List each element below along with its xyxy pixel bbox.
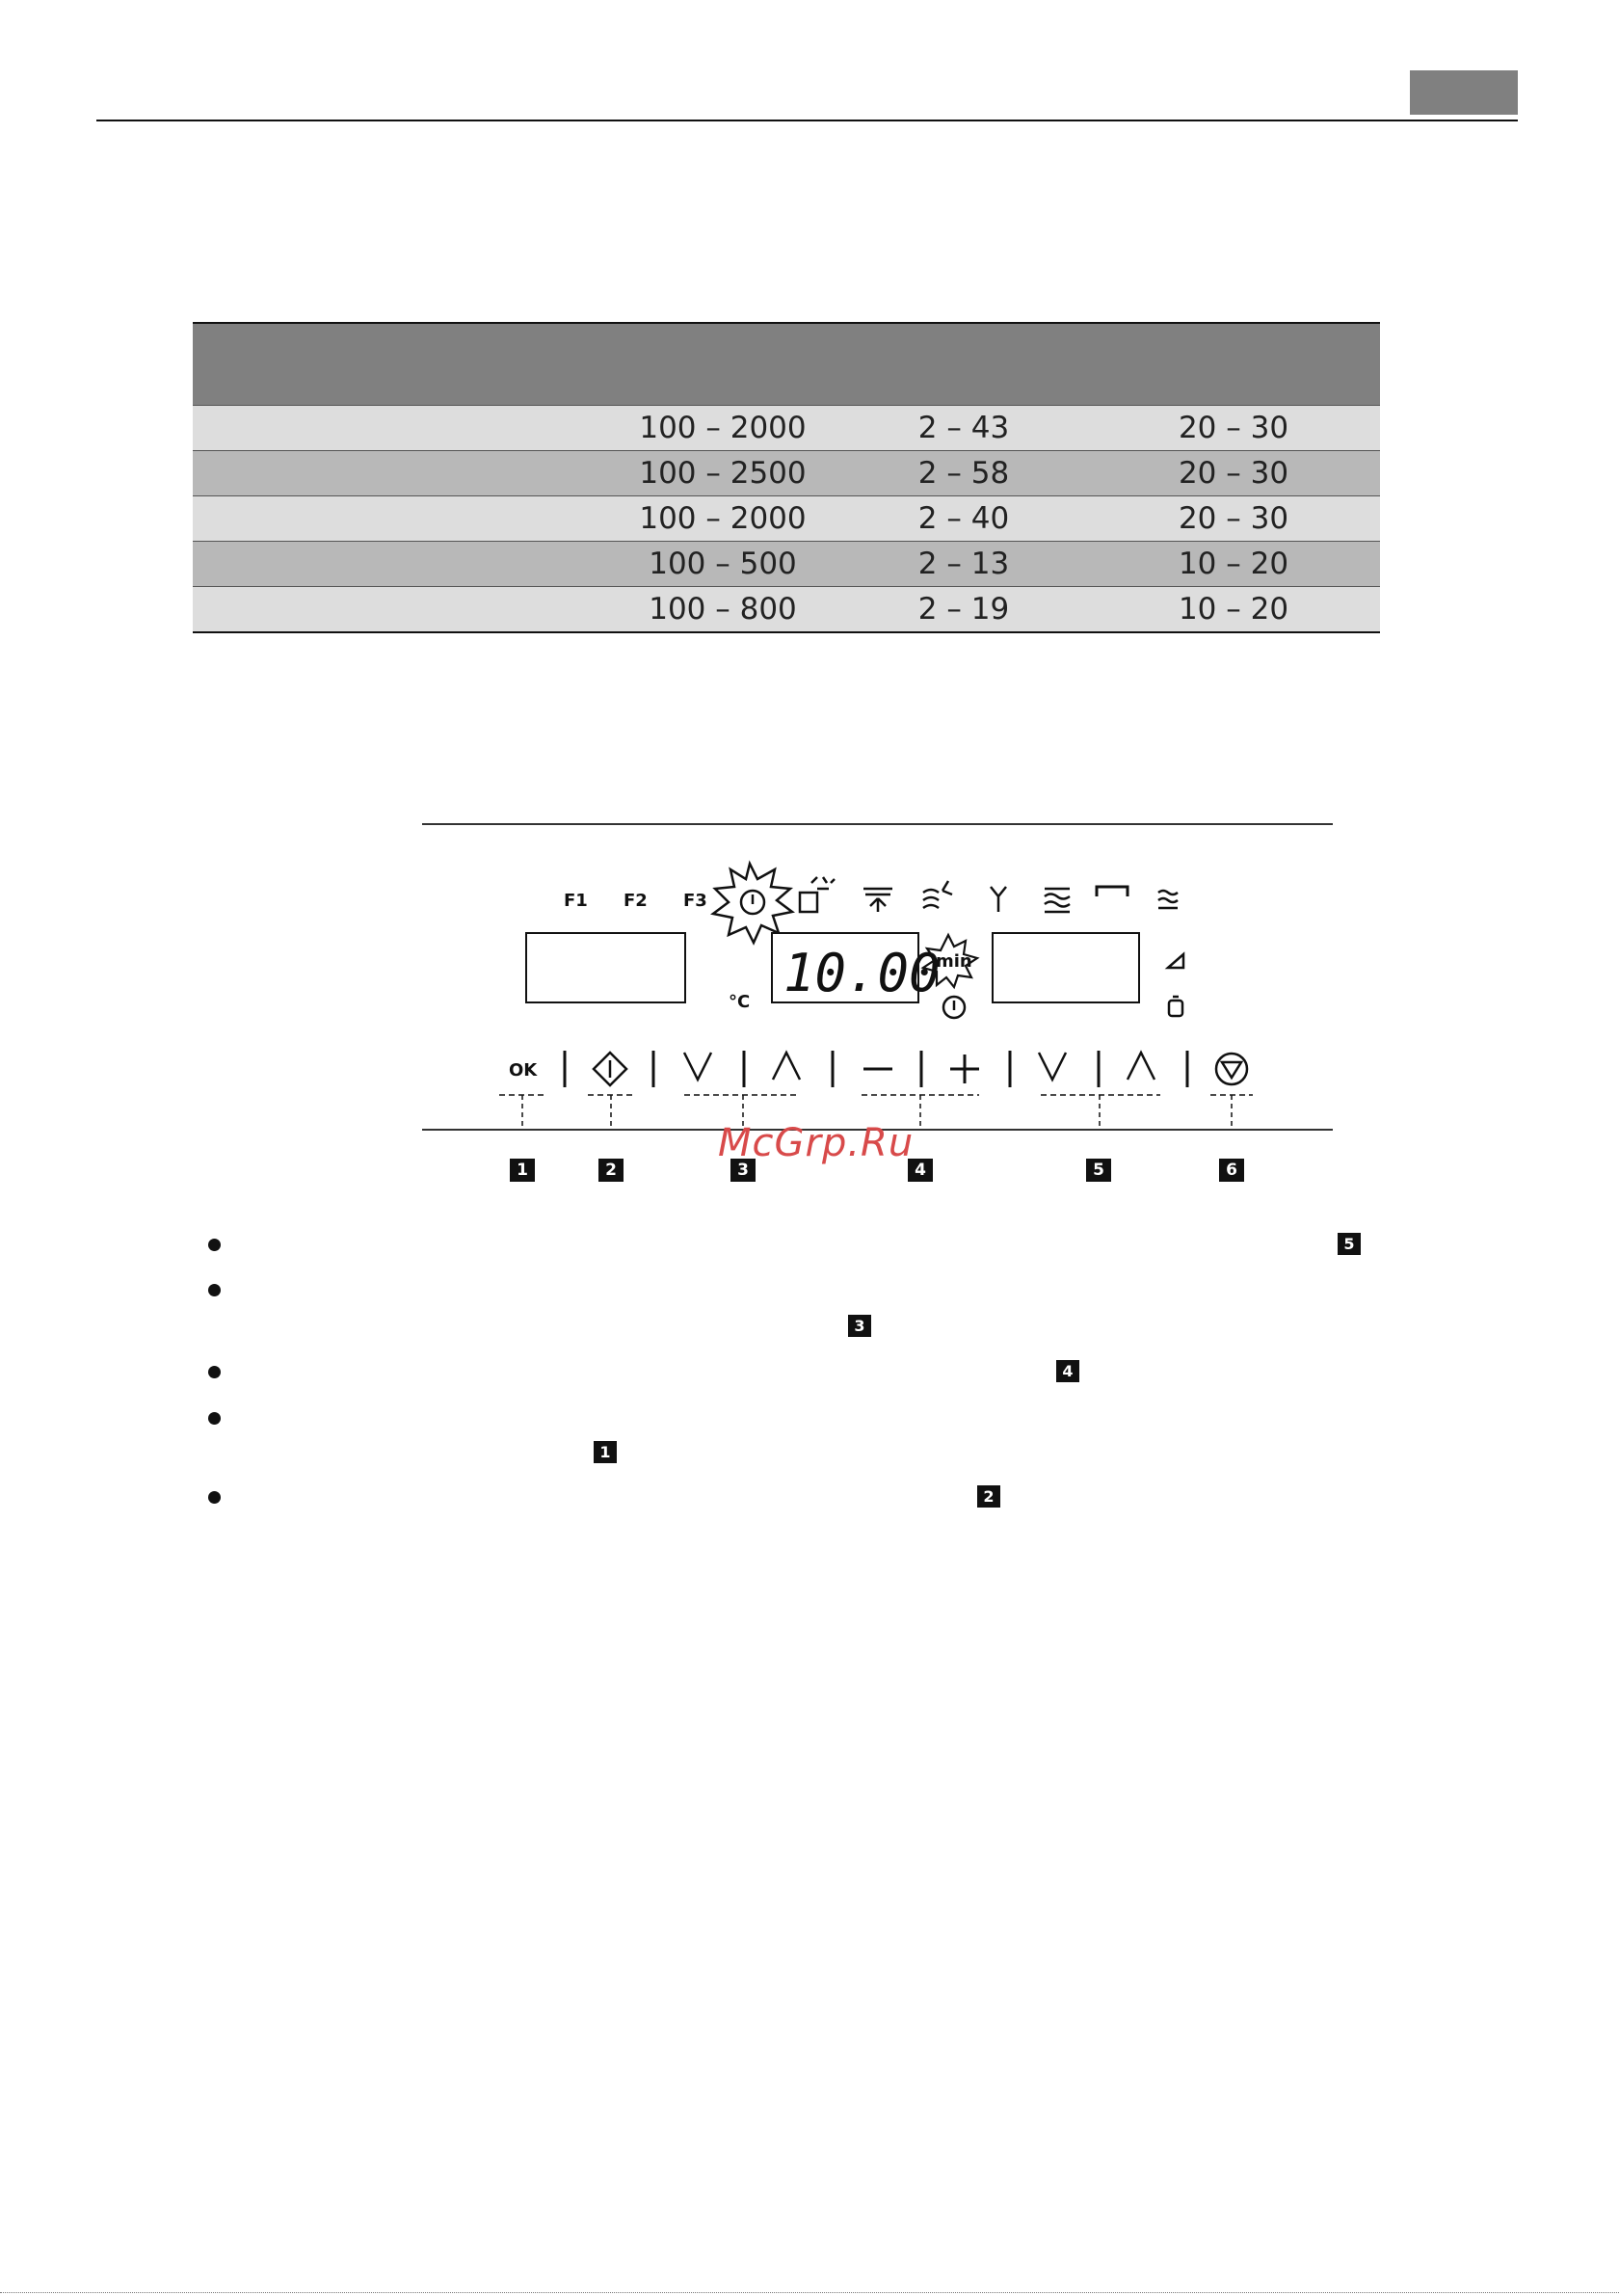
bullet (208, 1284, 221, 1296)
end-time-icon (1168, 954, 1183, 968)
ref-badge: 2 (977, 1485, 1000, 1508)
function-label-f3: F3 (683, 891, 707, 911)
left-display (526, 933, 685, 1002)
time-down-button[interactable] (1039, 1053, 1066, 1080)
starburst-icon (713, 864, 792, 943)
table-cell: 100 – 500 (649, 547, 797, 581)
ref-badge: 3 (848, 1315, 871, 1337)
clock-icon (943, 997, 965, 1018)
table-header (193, 322, 1380, 405)
start-button[interactable] (594, 1053, 626, 1085)
table-cell: 2 – 58 (917, 456, 1010, 491)
conventional-icon (1097, 887, 1128, 896)
panel-top-rule (422, 823, 1333, 825)
function-label-f2: F2 (624, 891, 648, 911)
table-cell: 20 – 30 (1178, 411, 1289, 445)
table-cell: 10 – 20 (1178, 592, 1289, 627)
table-cell: 100 – 800 (649, 592, 797, 627)
time-display: 10.00 (783, 943, 941, 1003)
temp-unit-label: °C (729, 992, 751, 1012)
duration-icon (1169, 997, 1182, 1016)
function-down-button[interactable] (684, 1053, 711, 1080)
table-row (193, 541, 1380, 586)
table-cell: 100 – 2000 (639, 501, 807, 536)
table-row (193, 495, 1380, 541)
ref-badge: 4 (1056, 1360, 1079, 1382)
grill-fan-icon (923, 881, 952, 908)
bullet (208, 1412, 221, 1425)
ok-button[interactable]: OK (509, 1060, 538, 1081)
footer-rule (0, 2292, 1619, 2294)
table-cell: 2 – 13 (917, 547, 1010, 581)
defrost-icon (800, 877, 835, 912)
callout-1: 1 (510, 1159, 535, 1182)
callout-4: 4 (908, 1159, 933, 1182)
table-row (193, 405, 1380, 450)
callout-3: 3 (730, 1159, 756, 1182)
callout-5: 5 (1086, 1159, 1111, 1182)
watermark: McGrp.Ru (718, 1121, 915, 1165)
program-table (193, 322, 1380, 633)
table-cell: 20 – 30 (1178, 501, 1289, 536)
timer-badge: min (936, 951, 972, 972)
time-up-button[interactable] (1128, 1053, 1155, 1080)
ref-badge: 5 (1338, 1233, 1361, 1255)
header-rule (96, 120, 1518, 121)
table-row (193, 586, 1380, 633)
stop-button[interactable] (1216, 1054, 1247, 1084)
table-cell: 2 – 40 (917, 501, 1010, 536)
table-cell: 100 – 2000 (639, 411, 807, 445)
table-cell: 2 – 43 (917, 411, 1010, 445)
table-row (193, 450, 1380, 495)
header-tab (1410, 70, 1518, 115)
function-label-f1: F1 (564, 891, 588, 911)
right-display (993, 933, 1139, 1002)
table-cell: 20 – 30 (1178, 456, 1289, 491)
bullet (208, 1239, 221, 1251)
callout-6: 6 (1219, 1159, 1244, 1182)
fan-bottom-heat-icon (863, 889, 892, 912)
grill-icon (1158, 891, 1178, 908)
bullet (208, 1366, 221, 1378)
callout-2: 2 (598, 1159, 624, 1182)
function-up-button[interactable] (773, 1053, 800, 1080)
ref-badge: 1 (594, 1441, 617, 1463)
table-cell: 10 – 20 (1178, 547, 1289, 581)
fan-icon (991, 887, 1006, 912)
table-cell: 100 – 2500 (639, 456, 807, 491)
control-panel-diagram (422, 839, 1333, 1128)
bullet (208, 1491, 221, 1504)
plus-button[interactable] (950, 1055, 979, 1083)
top-bottom-heat-icon (1045, 889, 1070, 912)
table-cell: 2 – 19 (917, 592, 1010, 627)
